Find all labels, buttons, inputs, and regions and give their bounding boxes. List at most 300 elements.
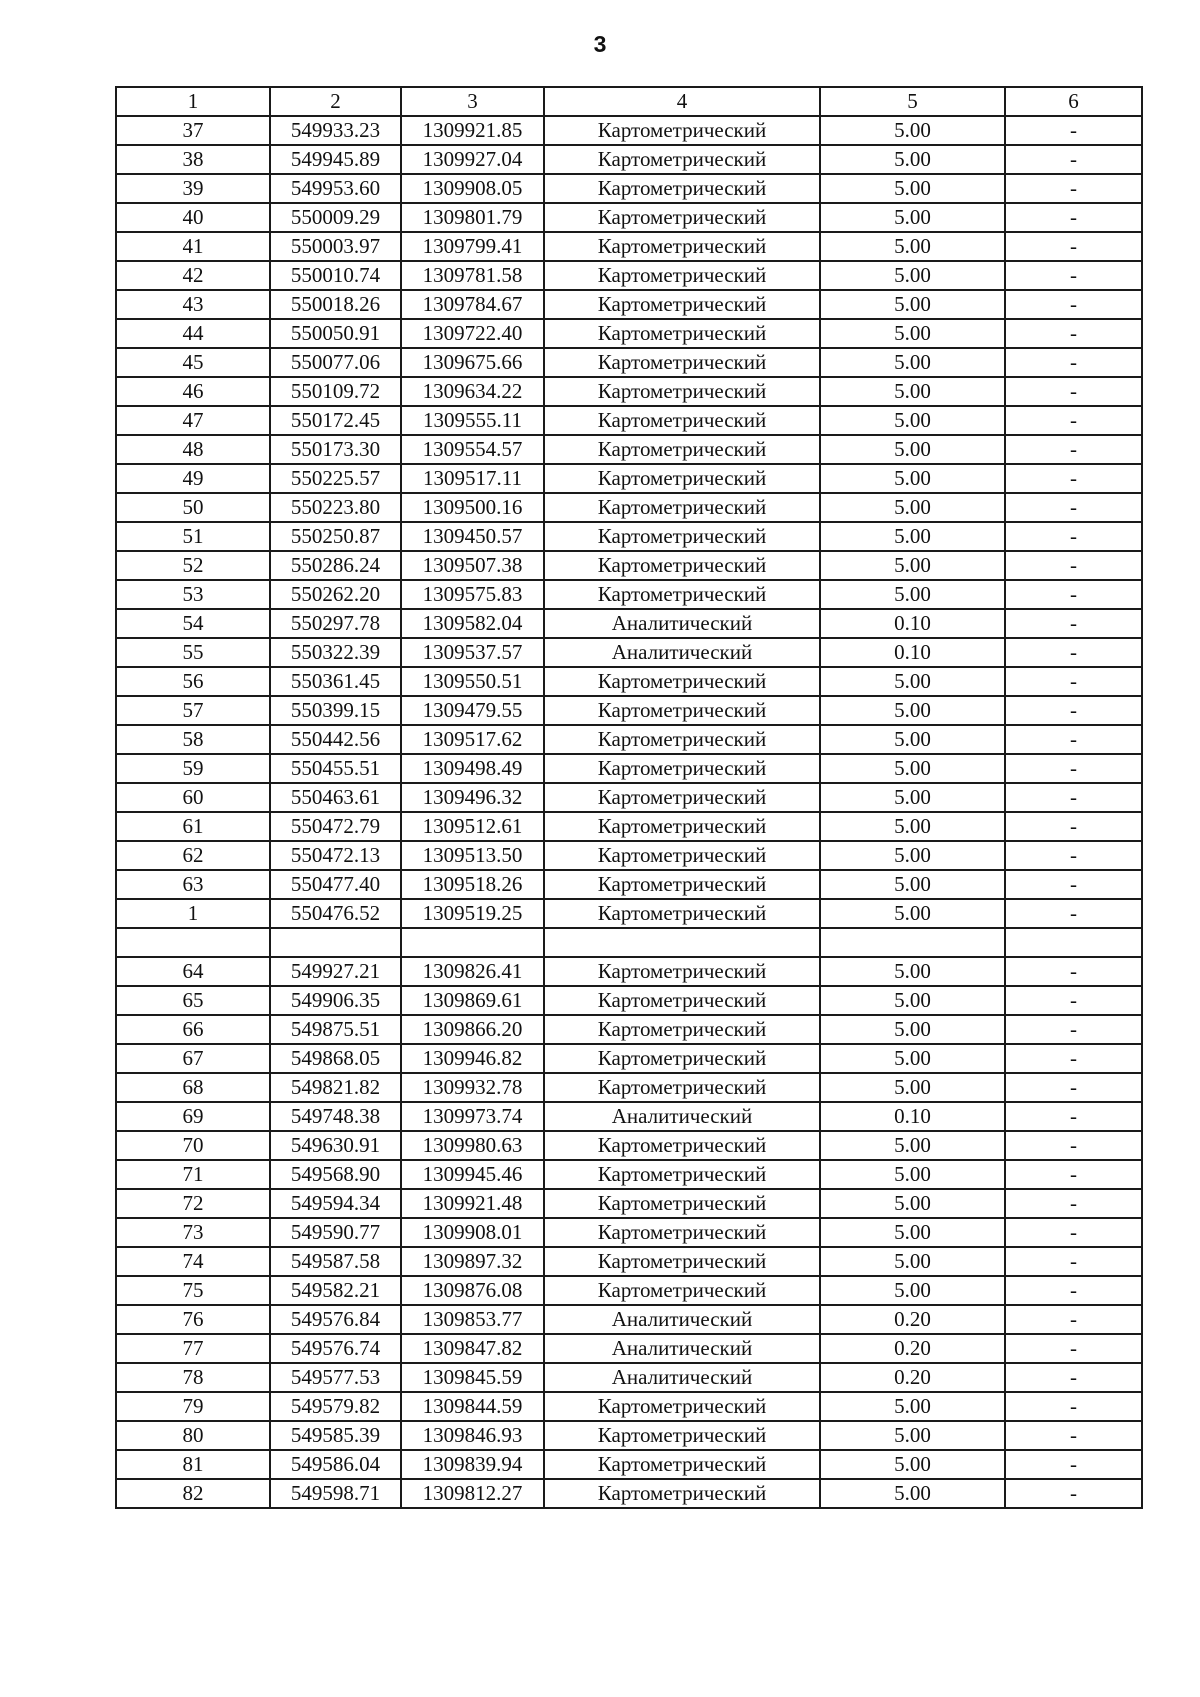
description-cell: -	[1005, 319, 1142, 348]
point-number-cell: 48	[116, 435, 270, 464]
point-number-cell: 61	[116, 812, 270, 841]
y-coordinate-cell: 1309575.83	[401, 580, 544, 609]
accuracy-cell: 5.00	[820, 522, 1005, 551]
y-coordinate-cell: 1309498.49	[401, 754, 544, 783]
header-cell: 2	[270, 87, 401, 116]
accuracy-cell: 5.00	[820, 1421, 1005, 1450]
method-cell: Картометрический	[544, 812, 820, 841]
description-cell: -	[1005, 174, 1142, 203]
x-coordinate-cell: 549933.23	[270, 116, 401, 145]
x-coordinate-cell: 549906.35	[270, 986, 401, 1015]
x-coordinate-cell: 549585.39	[270, 1421, 401, 1450]
description-cell: -	[1005, 1073, 1142, 1102]
accuracy-cell: 5.00	[820, 406, 1005, 435]
description-cell: -	[1005, 203, 1142, 232]
method-cell: Картометрический	[544, 232, 820, 261]
method-cell: Картометрический	[544, 464, 820, 493]
x-coordinate-cell: 550003.97	[270, 232, 401, 261]
method-cell: Картометрический	[544, 377, 820, 406]
x-coordinate-cell: 549587.58	[270, 1247, 401, 1276]
method-cell: Картометрический	[544, 580, 820, 609]
y-coordinate-cell: 1309519.25	[401, 899, 544, 928]
header-cell: 5	[820, 87, 1005, 116]
method-cell: Картометрический	[544, 1450, 820, 1479]
table-row	[116, 493, 1142, 522]
method-cell: Картометрический	[544, 406, 820, 435]
x-coordinate-cell: 549945.89	[270, 145, 401, 174]
x-coordinate-cell: 549590.77	[270, 1218, 401, 1247]
point-number-cell: 51	[116, 522, 270, 551]
method-cell: Картометрический	[544, 986, 820, 1015]
point-number-cell: 52	[116, 551, 270, 580]
x-coordinate-cell: 549630.91	[270, 1131, 401, 1160]
point-number-cell: 59	[116, 754, 270, 783]
x-coordinate-cell: 549748.38	[270, 1102, 401, 1131]
point-number-cell: 82	[116, 1479, 270, 1508]
y-coordinate-cell: 1309722.40	[401, 319, 544, 348]
y-coordinate-cell: 1309846.93	[401, 1421, 544, 1450]
table-row	[116, 986, 1142, 1015]
x-coordinate-cell: 549576.74	[270, 1334, 401, 1363]
x-coordinate-cell	[270, 928, 401, 957]
y-coordinate-cell: 1309550.51	[401, 667, 544, 696]
x-coordinate-cell: 550173.30	[270, 435, 401, 464]
table-row	[116, 725, 1142, 754]
description-cell: -	[1005, 638, 1142, 667]
point-number-cell: 80	[116, 1421, 270, 1450]
method-cell: Аналитический	[544, 1102, 820, 1131]
description-cell: -	[1005, 986, 1142, 1015]
description-cell: -	[1005, 754, 1142, 783]
y-coordinate-cell: 1309554.57	[401, 435, 544, 464]
table-row	[116, 870, 1142, 899]
x-coordinate-cell: 550297.78	[270, 609, 401, 638]
y-coordinate-cell: 1309876.08	[401, 1276, 544, 1305]
method-cell: Картометрический	[544, 435, 820, 464]
table-row	[116, 174, 1142, 203]
point-number-cell: 79	[116, 1392, 270, 1421]
accuracy-cell: 5.00	[820, 1189, 1005, 1218]
accuracy-cell: 5.00	[820, 116, 1005, 145]
point-number-cell: 50	[116, 493, 270, 522]
y-coordinate-cell: 1309512.61	[401, 812, 544, 841]
accuracy-cell: 5.00	[820, 319, 1005, 348]
x-coordinate-cell: 550109.72	[270, 377, 401, 406]
table-row	[116, 1102, 1142, 1131]
method-cell: Картометрический	[544, 783, 820, 812]
accuracy-cell: 5.00	[820, 812, 1005, 841]
table-row	[116, 116, 1142, 145]
x-coordinate-cell: 549582.21	[270, 1276, 401, 1305]
point-number-cell: 45	[116, 348, 270, 377]
y-coordinate-cell: 1309799.41	[401, 232, 544, 261]
point-number-cell: 43	[116, 290, 270, 319]
y-coordinate-cell: 1309908.01	[401, 1218, 544, 1247]
point-number-cell: 42	[116, 261, 270, 290]
point-number-cell: 40	[116, 203, 270, 232]
table-row	[116, 1450, 1142, 1479]
point-number-cell: 1	[116, 899, 270, 928]
x-coordinate-cell: 549577.53	[270, 1363, 401, 1392]
method-cell: Картометрический	[544, 667, 820, 696]
description-cell: -	[1005, 1334, 1142, 1363]
x-coordinate-cell: 550009.29	[270, 203, 401, 232]
y-coordinate-cell: 1309812.27	[401, 1479, 544, 1508]
description-cell: -	[1005, 406, 1142, 435]
method-cell: Аналитический	[544, 1363, 820, 1392]
point-number-cell: 63	[116, 870, 270, 899]
table-row	[116, 609, 1142, 638]
accuracy-cell: 5.00	[820, 1479, 1005, 1508]
accuracy-cell: 5.00	[820, 1218, 1005, 1247]
header-cell: 3	[401, 87, 544, 116]
table-row	[116, 957, 1142, 986]
description-cell: -	[1005, 667, 1142, 696]
description-cell: -	[1005, 812, 1142, 841]
x-coordinate-cell: 549579.82	[270, 1392, 401, 1421]
method-cell: Аналитический	[544, 1305, 820, 1334]
point-number-cell: 56	[116, 667, 270, 696]
description-cell: -	[1005, 609, 1142, 638]
point-number-cell: 78	[116, 1363, 270, 1392]
table-row	[116, 435, 1142, 464]
y-coordinate-cell: 1309781.58	[401, 261, 544, 290]
y-coordinate-cell: 1309537.57	[401, 638, 544, 667]
method-cell: Картометрический	[544, 290, 820, 319]
accuracy-cell: 5.00	[820, 957, 1005, 986]
point-number-cell: 57	[116, 696, 270, 725]
description-cell: -	[1005, 1102, 1142, 1131]
description-cell: -	[1005, 1305, 1142, 1334]
accuracy-cell: 5.00	[820, 667, 1005, 696]
x-coordinate-cell: 550262.20	[270, 580, 401, 609]
table-row	[116, 1276, 1142, 1305]
accuracy-cell: 5.00	[820, 261, 1005, 290]
accuracy-cell: 5.00	[820, 145, 1005, 174]
y-coordinate-cell: 1309517.11	[401, 464, 544, 493]
header-cell: 6	[1005, 87, 1142, 116]
method-cell: Картометрический	[544, 1247, 820, 1276]
method-cell: Картометрический	[544, 348, 820, 377]
method-cell: Картометрический	[544, 203, 820, 232]
table-row	[116, 1015, 1142, 1044]
description-cell: -	[1005, 1218, 1142, 1247]
table-row	[116, 203, 1142, 232]
table-row	[116, 812, 1142, 841]
method-cell: Картометрический	[544, 1479, 820, 1508]
method-cell: Картометрический	[544, 696, 820, 725]
point-number-cell	[116, 928, 270, 957]
description-cell: -	[1005, 116, 1142, 145]
table-row	[116, 667, 1142, 696]
x-coordinate-cell: 550050.91	[270, 319, 401, 348]
y-coordinate-cell: 1309450.57	[401, 522, 544, 551]
x-coordinate-cell: 550361.45	[270, 667, 401, 696]
y-coordinate-cell: 1309479.55	[401, 696, 544, 725]
y-coordinate-cell: 1309513.50	[401, 841, 544, 870]
point-number-cell: 47	[116, 406, 270, 435]
x-coordinate-cell: 550455.51	[270, 754, 401, 783]
y-coordinate-cell: 1309496.32	[401, 783, 544, 812]
y-coordinate-cell: 1309897.32	[401, 1247, 544, 1276]
description-cell	[1005, 928, 1142, 957]
description-cell: -	[1005, 1247, 1142, 1276]
point-number-cell: 44	[116, 319, 270, 348]
accuracy-cell: 5.00	[820, 464, 1005, 493]
method-cell: Картометрический	[544, 841, 820, 870]
y-coordinate-cell: 1309500.16	[401, 493, 544, 522]
y-coordinate-cell: 1309869.61	[401, 986, 544, 1015]
accuracy-cell: 5.00	[820, 174, 1005, 203]
table-row	[116, 1073, 1142, 1102]
x-coordinate-cell: 549875.51	[270, 1015, 401, 1044]
description-cell: -	[1005, 1479, 1142, 1508]
y-coordinate-cell: 1309784.67	[401, 290, 544, 319]
point-number-cell: 73	[116, 1218, 270, 1247]
x-coordinate-cell: 550077.06	[270, 348, 401, 377]
method-cell: Аналитический	[544, 1334, 820, 1363]
x-coordinate-cell: 550250.87	[270, 522, 401, 551]
table-row	[116, 1131, 1142, 1160]
accuracy-cell: 0.20	[820, 1305, 1005, 1334]
accuracy-cell: 5.00	[820, 986, 1005, 1015]
point-number-cell: 76	[116, 1305, 270, 1334]
description-cell: -	[1005, 522, 1142, 551]
x-coordinate-cell: 549568.90	[270, 1160, 401, 1189]
accuracy-cell: 5.00	[820, 783, 1005, 812]
description-cell: -	[1005, 899, 1142, 928]
x-coordinate-cell: 550477.40	[270, 870, 401, 899]
accuracy-cell: 5.00	[820, 203, 1005, 232]
point-number-cell: 64	[116, 957, 270, 986]
table-row	[116, 754, 1142, 783]
description-cell: -	[1005, 696, 1142, 725]
x-coordinate-cell: 549576.84	[270, 1305, 401, 1334]
table-row	[116, 928, 1142, 957]
y-coordinate-cell: 1309675.66	[401, 348, 544, 377]
accuracy-cell: 5.00	[820, 841, 1005, 870]
x-coordinate-cell: 550286.24	[270, 551, 401, 580]
description-cell: -	[1005, 261, 1142, 290]
accuracy-cell: 5.00	[820, 725, 1005, 754]
description-cell: -	[1005, 1160, 1142, 1189]
accuracy-cell: 5.00	[820, 551, 1005, 580]
accuracy-cell: 5.00	[820, 754, 1005, 783]
description-cell: -	[1005, 957, 1142, 986]
x-coordinate-cell: 550399.15	[270, 696, 401, 725]
table-row	[116, 1160, 1142, 1189]
description-cell: -	[1005, 1189, 1142, 1218]
point-number-cell: 66	[116, 1015, 270, 1044]
description-cell: -	[1005, 1276, 1142, 1305]
header-cell: 1	[116, 87, 270, 116]
table-row	[116, 551, 1142, 580]
method-cell: Картометрический	[544, 174, 820, 203]
x-coordinate-cell: 550223.80	[270, 493, 401, 522]
description-cell: -	[1005, 435, 1142, 464]
method-cell: Картометрический	[544, 1160, 820, 1189]
accuracy-cell: 5.00	[820, 377, 1005, 406]
method-cell: Картометрический	[544, 261, 820, 290]
point-number-cell: 39	[116, 174, 270, 203]
x-coordinate-cell: 550172.45	[270, 406, 401, 435]
y-coordinate-cell: 1309908.05	[401, 174, 544, 203]
y-coordinate-cell: 1309945.46	[401, 1160, 544, 1189]
method-cell: Картометрический	[544, 1073, 820, 1102]
description-cell: -	[1005, 464, 1142, 493]
y-coordinate-cell: 1309826.41	[401, 957, 544, 986]
description-cell: -	[1005, 1421, 1142, 1450]
x-coordinate-cell: 550018.26	[270, 290, 401, 319]
x-coordinate-cell: 550442.56	[270, 725, 401, 754]
table-row	[116, 580, 1142, 609]
point-number-cell: 54	[116, 609, 270, 638]
accuracy-cell: 0.10	[820, 638, 1005, 667]
accuracy-cell: 5.00	[820, 1392, 1005, 1421]
accuracy-cell: 5.00	[820, 1131, 1005, 1160]
description-cell: -	[1005, 725, 1142, 754]
table-row	[116, 261, 1142, 290]
table-row	[116, 1189, 1142, 1218]
description-cell: -	[1005, 1363, 1142, 1392]
table-row	[116, 145, 1142, 174]
description-cell: -	[1005, 783, 1142, 812]
table-row	[116, 899, 1142, 928]
description-cell: -	[1005, 145, 1142, 174]
accuracy-cell: 5.00	[820, 1450, 1005, 1479]
method-cell: Картометрический	[544, 116, 820, 145]
table-header-row	[116, 87, 1142, 116]
x-coordinate-cell: 550010.74	[270, 261, 401, 290]
x-coordinate-cell: 549594.34	[270, 1189, 401, 1218]
table-row	[116, 638, 1142, 667]
method-cell: Картометрический	[544, 319, 820, 348]
point-number-cell: 49	[116, 464, 270, 493]
method-cell: Картометрический	[544, 1218, 820, 1247]
method-cell: Картометрический	[544, 1276, 820, 1305]
accuracy-cell: 5.00	[820, 696, 1005, 725]
point-number-cell: 69	[116, 1102, 270, 1131]
point-number-cell: 60	[116, 783, 270, 812]
method-cell: Картометрический	[544, 1131, 820, 1160]
x-coordinate-cell: 549598.71	[270, 1479, 401, 1508]
accuracy-cell: 5.00	[820, 899, 1005, 928]
table-row	[116, 696, 1142, 725]
method-cell: Картометрический	[544, 1015, 820, 1044]
y-coordinate-cell: 1309844.59	[401, 1392, 544, 1421]
description-cell: -	[1005, 1131, 1142, 1160]
point-number-cell: 72	[116, 1189, 270, 1218]
point-number-cell: 58	[116, 725, 270, 754]
y-coordinate-cell: 1309921.48	[401, 1189, 544, 1218]
method-cell: Картометрический	[544, 1421, 820, 1450]
description-cell: -	[1005, 290, 1142, 319]
table-row	[116, 232, 1142, 261]
description-cell: -	[1005, 377, 1142, 406]
method-cell: Аналитический	[544, 638, 820, 667]
accuracy-cell: 0.10	[820, 609, 1005, 638]
method-cell: Картометрический	[544, 145, 820, 174]
x-coordinate-cell: 549586.04	[270, 1450, 401, 1479]
method-cell: Картометрический	[544, 957, 820, 986]
point-number-cell: 70	[116, 1131, 270, 1160]
point-number-cell: 62	[116, 841, 270, 870]
y-coordinate-cell: 1309927.04	[401, 145, 544, 174]
y-coordinate-cell: 1309801.79	[401, 203, 544, 232]
method-cell	[544, 928, 820, 957]
table-row	[116, 1479, 1142, 1508]
point-number-cell: 81	[116, 1450, 270, 1479]
y-coordinate-cell: 1309555.11	[401, 406, 544, 435]
y-coordinate-cell: 1309932.78	[401, 1073, 544, 1102]
table-row	[116, 1334, 1142, 1363]
y-coordinate-cell: 1309517.62	[401, 725, 544, 754]
description-cell: -	[1005, 348, 1142, 377]
x-coordinate-cell: 550472.13	[270, 841, 401, 870]
method-cell: Картометрический	[544, 1189, 820, 1218]
table-row	[116, 464, 1142, 493]
table-row	[116, 348, 1142, 377]
table-row	[116, 406, 1142, 435]
accuracy-cell: 5.00	[820, 232, 1005, 261]
y-coordinate-cell: 1309980.63	[401, 1131, 544, 1160]
accuracy-cell: 5.00	[820, 1073, 1005, 1102]
y-coordinate-cell: 1309634.22	[401, 377, 544, 406]
x-coordinate-cell: 549821.82	[270, 1073, 401, 1102]
y-coordinate-cell: 1309845.59	[401, 1363, 544, 1392]
accuracy-cell: 5.00	[820, 493, 1005, 522]
description-cell: -	[1005, 551, 1142, 580]
accuracy-cell: 5.00	[820, 348, 1005, 377]
point-number-cell: 38	[116, 145, 270, 174]
method-cell: Картометрический	[544, 870, 820, 899]
point-number-cell: 74	[116, 1247, 270, 1276]
table-row	[116, 377, 1142, 406]
table-row	[116, 522, 1142, 551]
x-coordinate-cell: 550225.57	[270, 464, 401, 493]
description-cell: -	[1005, 1450, 1142, 1479]
accuracy-cell: 5.00	[820, 1247, 1005, 1276]
method-cell: Картометрический	[544, 551, 820, 580]
x-coordinate-cell: 549927.21	[270, 957, 401, 986]
table-row	[116, 841, 1142, 870]
description-cell: -	[1005, 493, 1142, 522]
x-coordinate-cell: 550463.61	[270, 783, 401, 812]
y-coordinate-cell: 1309839.94	[401, 1450, 544, 1479]
method-cell: Картометрический	[544, 1044, 820, 1073]
point-number-cell: 68	[116, 1073, 270, 1102]
y-coordinate-cell: 1309582.04	[401, 609, 544, 638]
y-coordinate-cell: 1309973.74	[401, 1102, 544, 1131]
method-cell: Картометрический	[544, 899, 820, 928]
accuracy-cell: 5.00	[820, 435, 1005, 464]
coordinates-table-body	[116, 87, 1142, 1508]
table-row	[116, 290, 1142, 319]
point-number-cell: 46	[116, 377, 270, 406]
description-cell: -	[1005, 841, 1142, 870]
method-cell: Картометрический	[544, 493, 820, 522]
method-cell: Аналитический	[544, 609, 820, 638]
header-cell: 4	[544, 87, 820, 116]
table-row	[116, 1044, 1142, 1073]
description-cell: -	[1005, 1392, 1142, 1421]
point-number-cell: 41	[116, 232, 270, 261]
table-row	[116, 1421, 1142, 1450]
point-number-cell: 67	[116, 1044, 270, 1073]
accuracy-cell: 0.20	[820, 1363, 1005, 1392]
y-coordinate-cell: 1309946.82	[401, 1044, 544, 1073]
description-cell: -	[1005, 870, 1142, 899]
